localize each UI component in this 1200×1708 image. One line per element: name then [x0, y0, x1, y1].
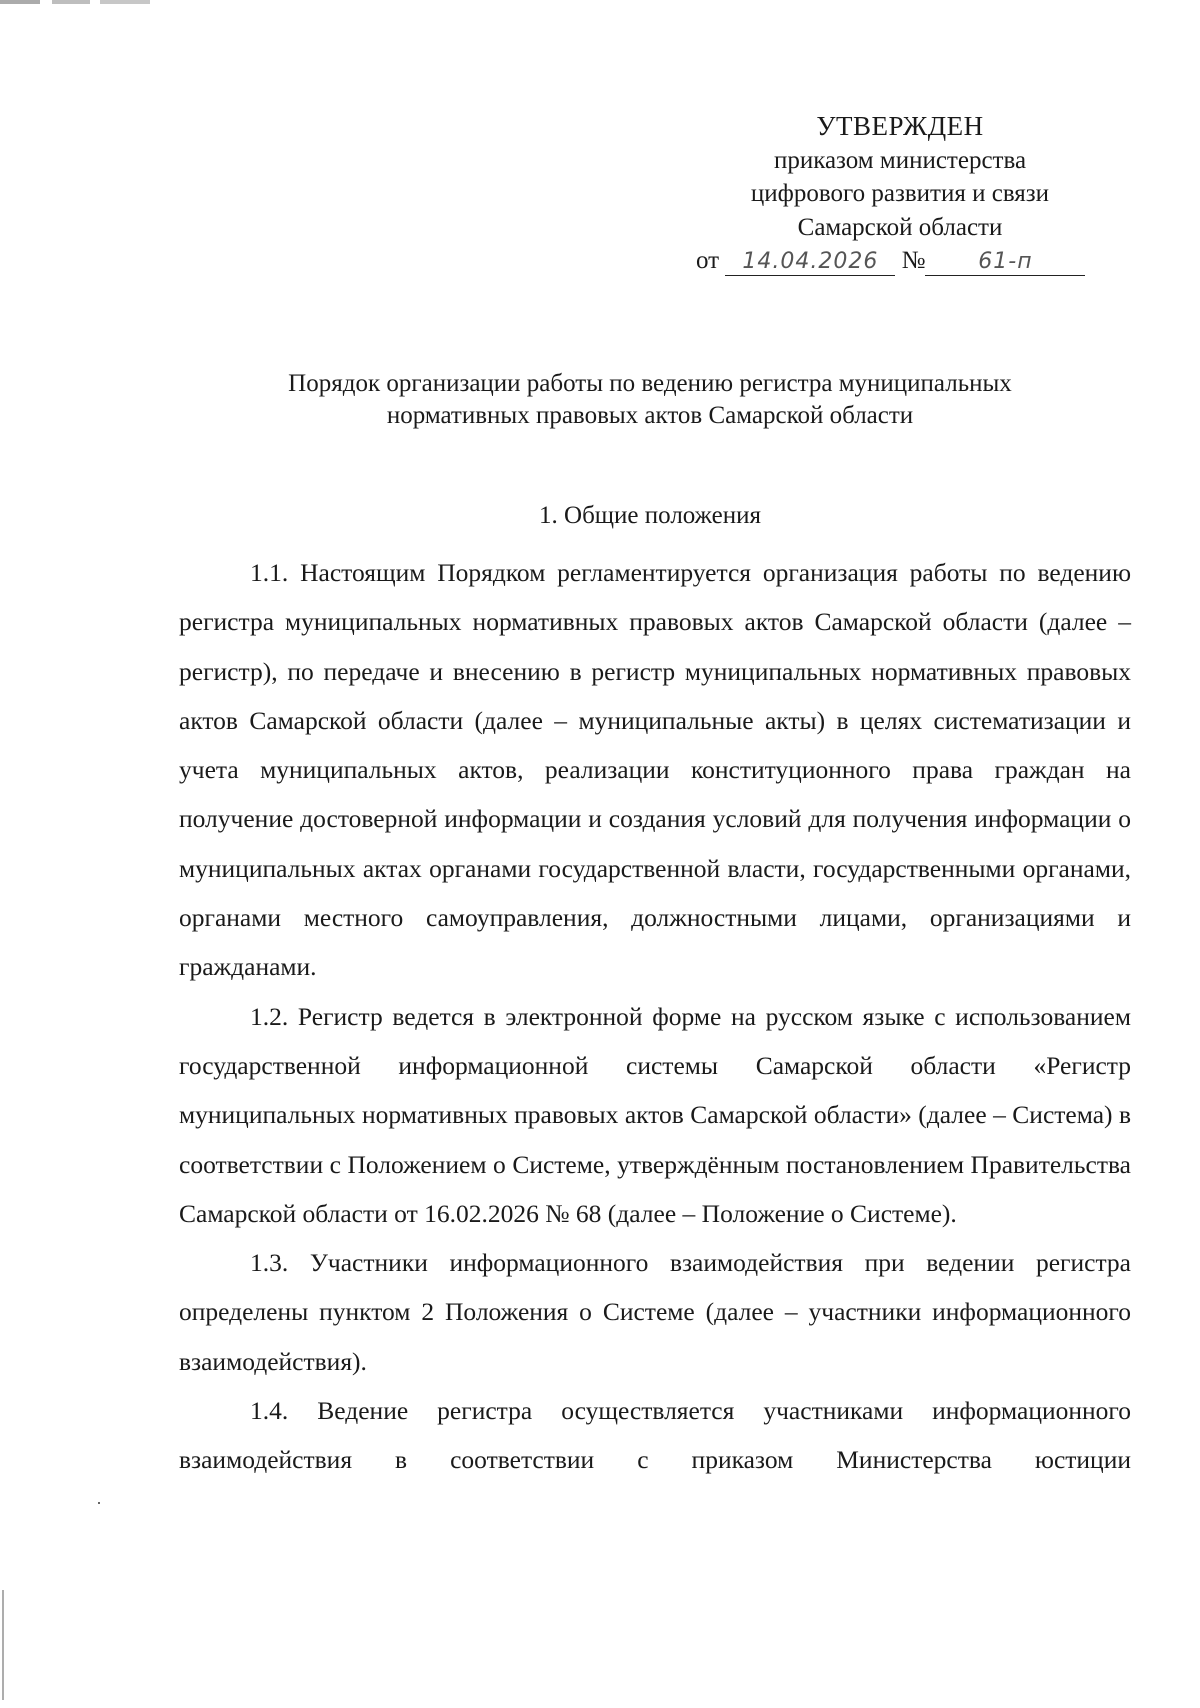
date-field [725, 248, 895, 276]
document-title [150, 368, 1150, 432]
scan-artifact-left [2, 1590, 4, 1700]
document-title-line-1: Порядок организации работы по ведению регистра муниципальных [288, 370, 1012, 397]
date-prefix: от [696, 247, 720, 274]
handwritten-number: 61-п [978, 249, 1033, 274]
paragraph-1-2: 1.2. Регистр ведется в электронной форме на русском языке с использованием государственной информационной системы Самарской области «Регистр муниципальных нормативных правовых актов Самарской области» (далее – Система) в соответствии с Положением о Системе, утверждённым постановлением Правительства Самарской области от 16.02.2026 № 68 (далее – Положение о Системе). [179, 1001, 1131, 1228]
document-body [179, 548, 1131, 1485]
handwritten-date: 14.04.2026 [742, 249, 879, 274]
scan-artifact-dot [98, 1502, 100, 1504]
approval-date-line [696, 244, 1100, 278]
number-label: № [901, 247, 926, 274]
paragraph-1-1: 1.1. Настоящим Порядком регламентируется организация работы по ведению регистра муниципальных нормативных правовых актов Самарской области (далее – регистр), по передаче и внесению в регистр муниципальных нормативных правовых актов Самарской области (далее – муниципальные акты) в целях систематизации и учета муниципальных актов, реализации конституционного права граждан на получение достоверной информации и создания условий для получения информации о муниципальных актах органами государственной власти, государственными органами, органами местного самоуправления, должностными лицами, организациями и гражданами. [179, 558, 1131, 982]
approval-line-2: цифрового развития и связи [750, 180, 1050, 207]
document-title-line-2: нормативных правовых актов Самарской области [386, 402, 914, 429]
section-title: 1. Общие положения [539, 502, 761, 529]
approval-heading: УТВЕРЖДЕН [816, 111, 984, 141]
number-field [925, 248, 1085, 276]
paragraph-1-4: 1.4. Ведение регистра осуществляется участниками информационного взаимодействия в соответствии с приказом Министерства юстиции [179, 1396, 1131, 1475]
paragraph-1-3: 1.3. Участники информационного взаимодействия при ведении регистра определены пунктом 2 Положения о Системе (далее – участники информационного взаимодействия). [179, 1248, 1131, 1376]
approval-stamp-block [696, 110, 1100, 278]
approval-line-1: приказом министерства [773, 146, 1027, 174]
approval-line-3: Самарской области [797, 213, 1003, 241]
scan-artifact-top [0, 0, 170, 4]
